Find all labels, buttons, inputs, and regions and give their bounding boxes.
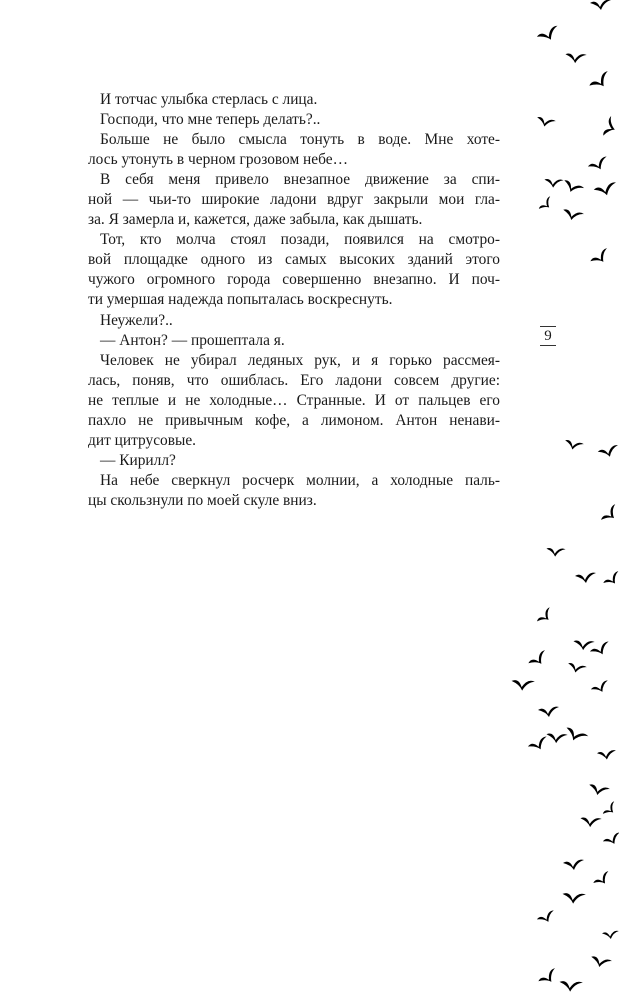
bird-icon [601,801,619,818]
text-line: Человек не убирал ледяных рук, и я горько рассмея- [100,351,500,369]
text-line: — Кирилл? [100,451,176,469]
text-line: Больше не было смысла тонуть в воде. Мне хоте- [100,131,500,149]
bird-icon [536,910,557,925]
bird-icon [561,177,584,196]
bird-icon [597,445,619,459]
bird-icon [543,177,563,189]
bird-icon [590,680,611,695]
page-number: 9 [540,326,556,346]
text-line: ной — чьи-то широкие ладони вдруг закрыли мои гла- [88,191,500,209]
bird-icon [510,677,535,692]
bird-icon [535,114,556,129]
bird-icon [561,890,586,905]
bird-icon [535,607,555,626]
text-line: цы скользнули по моей скуле вниз. [88,491,317,509]
bird-icon [575,573,596,583]
bird-icon [589,248,612,267]
bird-icon [588,71,614,92]
bird-icon [592,871,613,889]
bird-icon [587,156,610,173]
text-line: дит цитрусовые. [88,431,197,449]
bird-icon [602,931,619,939]
text-line: В себя меня привело внезапное движение за спи- [100,171,500,189]
bird-icon [527,650,550,669]
bird-icon [536,25,562,44]
bird-icon [538,707,559,717]
bird-icon [589,954,612,971]
text-line: Господи, что мне теперь делать?.. [100,111,321,129]
bird-icon [537,968,560,987]
text-line: Неужели?.. [100,311,173,329]
bird-icon [537,196,555,213]
text-line: за. Я замерла и, кажется, даже забыла, как дышать. [88,211,423,229]
bird-icon [579,815,601,829]
text-line: ти умершая надежда попыталась воскреснуть. [88,291,393,309]
bird-icon [564,51,586,65]
bird-icon [597,750,616,759]
bird-icon [545,546,565,558]
bird-icon [602,571,619,589]
bird-icon [589,641,612,658]
bird-icon [563,437,584,452]
text-line: лась, поняв, что ошиблась. Его ладони совсем другие: [88,371,500,389]
bird-icon [590,0,611,10]
bird-icon [566,660,587,675]
text-line: — Антон? — прошептала я. [100,331,285,349]
bird-icon [587,782,610,799]
bird-icon [545,731,567,745]
bird-icon [527,736,550,753]
bird-icon [600,116,619,139]
bird-icon [558,978,583,993]
bird-icon [563,860,584,870]
text-line: На небе сверкнул росчерк молнии, а холодные паль- [100,471,500,489]
bird-icon [561,207,584,224]
text-line: чужого огромного города совершенно внезапно. И поч- [88,271,500,289]
bird-icon [602,832,619,847]
bird-icon [593,182,618,197]
text-line: не теплые и не холодные… Странные. И от пальцев его [88,391,500,409]
text-line: пахло не привычным кофе, а лимоном. Антон ненави- [88,411,500,429]
text-line: Тот, кто молча стоял позади, появился на смотро- [100,231,500,249]
bird-icon [572,638,594,652]
text-line: И тотчас улыбка стерлась с лица. [100,91,318,108]
text-line: вой площадке одного из самых высоких зданий этого [88,251,500,269]
bird-icon [599,504,619,525]
text-line: лось утонуть в черном грозовом небе… [88,151,348,169]
